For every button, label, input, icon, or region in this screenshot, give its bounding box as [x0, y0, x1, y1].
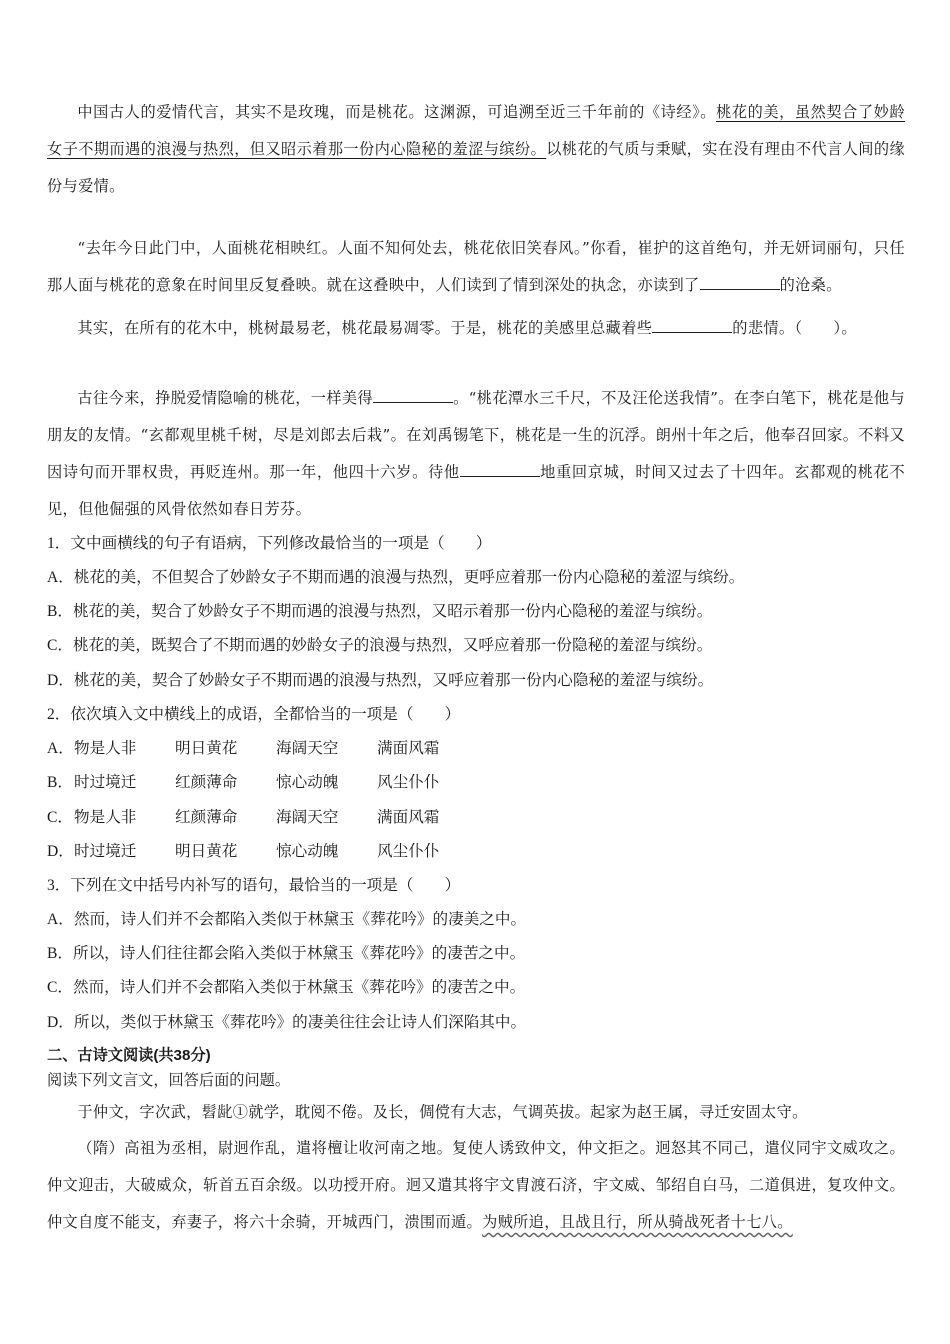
passage-paragraph-3 — [47, 310, 905, 347]
fill-blank — [460, 462, 540, 477]
idiom: 时过境迁 — [74, 774, 137, 791]
question-1-option-b: B．桃花的美，契合了妙龄女子不期而遇的浪漫与热烈，又昭示着那一份内心隐秘的羞涩与缤纷。 — [47, 603, 713, 620]
classical-text: （隋）高祖为丞相，尉迥作乱，遣将檀让收河南之地。复使人诱致仲文，仲文拒之。迥怒其不同己，遣仪同宇文威攻之。仲文迎击，大破威众，斩首五百余级。以功授开府。迥又遣其将宇文胄渡石济，宇文威、邹绍自白马，二道俱进，复攻仲文。仲文自度不能支，弃妻子，将六十余骑，开城西门，溃围而遁。 — [47, 1139, 905, 1231]
idiom: 风尘仆仆 — [377, 774, 440, 791]
question-2-stem: 2．依次填入文中横线上的成语，全都恰当的一项是（ ） — [47, 706, 461, 723]
option-label: B． — [47, 774, 73, 791]
fill-blank — [700, 275, 780, 290]
question-3-option-a: A．然而，诗人们并不会都陷入类似于林黛玉《葬花吟》的凄美之中。 — [47, 911, 527, 928]
classical-paragraph-1: 于仲文，字次武，髫龀①就学，耽阅不倦。及长，倜傥有大志，气调英拔。起家为赵王属，寻迁安固太守。 — [77, 1103, 808, 1121]
question-1-stem: 1．文中画横线的句子有语病，下列修改最恰当的一项是（ ） — [47, 535, 492, 552]
idiom: 惊心动魄 — [276, 774, 339, 791]
passage-text: 。“桃花潭水三千尺，不及汪伦送我情”。在李白笔下，桃花是他与朋友的友情。“玄都观里桃千树，尽是刘郎去后栽”。在刘禹锡笔下，桃花是一生的沉浮。朗州十年之后，他奉召回家。不料又因诗句而开罪权贵，再贬连州。那一年，他四十六岁。待他 — [47, 389, 906, 481]
passage-text: 古往今来，挣脱爱情隐喻的桃花，一样美得 — [77, 389, 374, 407]
passage-paragraph-1 — [47, 94, 905, 205]
question-2-option-b — [47, 773, 478, 793]
idiom: 明日黄花 — [175, 740, 238, 757]
idiom: 时过境迁 — [74, 843, 137, 860]
underlined-sentence: 桃花的美，虽然契合了妙龄女子不期而遇的浪漫与热烈，但又昭示着那一份内心隐秘的羞涩与缤纷。 — [47, 103, 906, 158]
idiom: 物是人非 — [74, 740, 137, 757]
question-2-option-d — [47, 842, 478, 862]
question-3-option-c: C．然而，诗人们并不会都陷入类似于林黛玉《葬花吟》的凄苦之中。 — [47, 979, 526, 996]
question-1-option-c: C．桃花的美，既契合了不期而遇的妙龄女子的浪漫与热烈，又呼应着那一份隐秘的羞涩与缤纷。 — [47, 637, 713, 654]
idiom: 惊心动魄 — [276, 843, 339, 860]
idiom: 物是人非 — [74, 809, 137, 826]
question-3-option-d: D．所以，类似于林黛玉《葬花吟》的凄美往往会让诗人们深陷其中。 — [47, 1014, 527, 1031]
option-label: C． — [47, 809, 73, 826]
passage-text: 的沧桑。 — [779, 276, 842, 294]
passage-text: 以桃花的气质与秉赋，实在没有理由不代言人间的缘份与爱情。 — [47, 140, 905, 195]
idiom: 满面风霜 — [377, 740, 440, 757]
idiom: 满面风霜 — [377, 809, 440, 826]
idiom: 海阔天空 — [276, 809, 339, 826]
question-1-option-a: A．桃花的美，不但契合了妙龄女子不期而遇的浪漫与热烈，更呼应着那一份内心隐秘的羞涩与缤纷。 — [47, 569, 745, 586]
passage-text: 其实，在所有的花木中，桃树最易老，桃花最易凋零。于是，桃花的美感里总藏着些 — [77, 319, 653, 337]
idiom: 明日黄花 — [175, 843, 238, 860]
section-instruction: 阅读下列文言文，回答后面的问题。 — [47, 1072, 290, 1089]
question-1-option-d: D．桃花的美，契合了妙龄女子不期而遇的浪漫与热烈，又呼应着那一份内心隐秘的羞涩与缤纷。 — [47, 672, 714, 689]
section-heading: 二、古诗文阅读(共38分) — [47, 1047, 211, 1064]
passage-paragraph-4 — [47, 380, 905, 528]
fill-blank — [652, 318, 732, 333]
option-label: D． — [47, 843, 74, 860]
passage-text: 地重回京城，时间又过去了十四年。玄都观的桃花不见，但他倔强的风骨依然如春日芳芬。 — [47, 463, 905, 518]
passage-text: 的悲情。（ ）。 — [732, 319, 857, 337]
passage-paragraph-2 — [47, 230, 905, 304]
passage-text: “去年今日此门中，人面桃花相映红。人面不知何处去，桃花依旧笑春风。”你看，崔护的这首绝句，并无妍词丽句，只任那人面与桃花的意象在时间里反复叠映。就在这叠映中，人们读到了情到深处的执念，亦读到了 — [47, 239, 905, 294]
idiom: 海阔天空 — [276, 740, 339, 757]
idiom: 风尘仆仆 — [377, 843, 440, 860]
wavy-underlined-sentence: 为贼所追，且战且行，所从骑战死者十七八。 — [482, 1213, 793, 1231]
option-label: A． — [47, 740, 74, 757]
fill-blank — [373, 388, 453, 403]
idiom: 红颜薄命 — [175, 774, 238, 791]
question-2-option-a — [47, 739, 478, 759]
question-3-option-b: B．所以，诗人们往往都会陷入类似于林黛玉《葬花吟》的凄苦之中。 — [47, 945, 526, 962]
passage-text: 中国古人的爱情代言，其实不是玫瑰，而是桃花。这渊源，可追溯至近三千年前的《诗经》。 — [77, 103, 717, 121]
question-3-stem: 3．下列在文中括号内补写的语句，最恰当的一项是（ ） — [47, 877, 461, 894]
question-2-option-c — [47, 808, 478, 828]
classical-paragraph-2 — [47, 1130, 905, 1241]
idiom: 红颜薄命 — [175, 809, 238, 826]
